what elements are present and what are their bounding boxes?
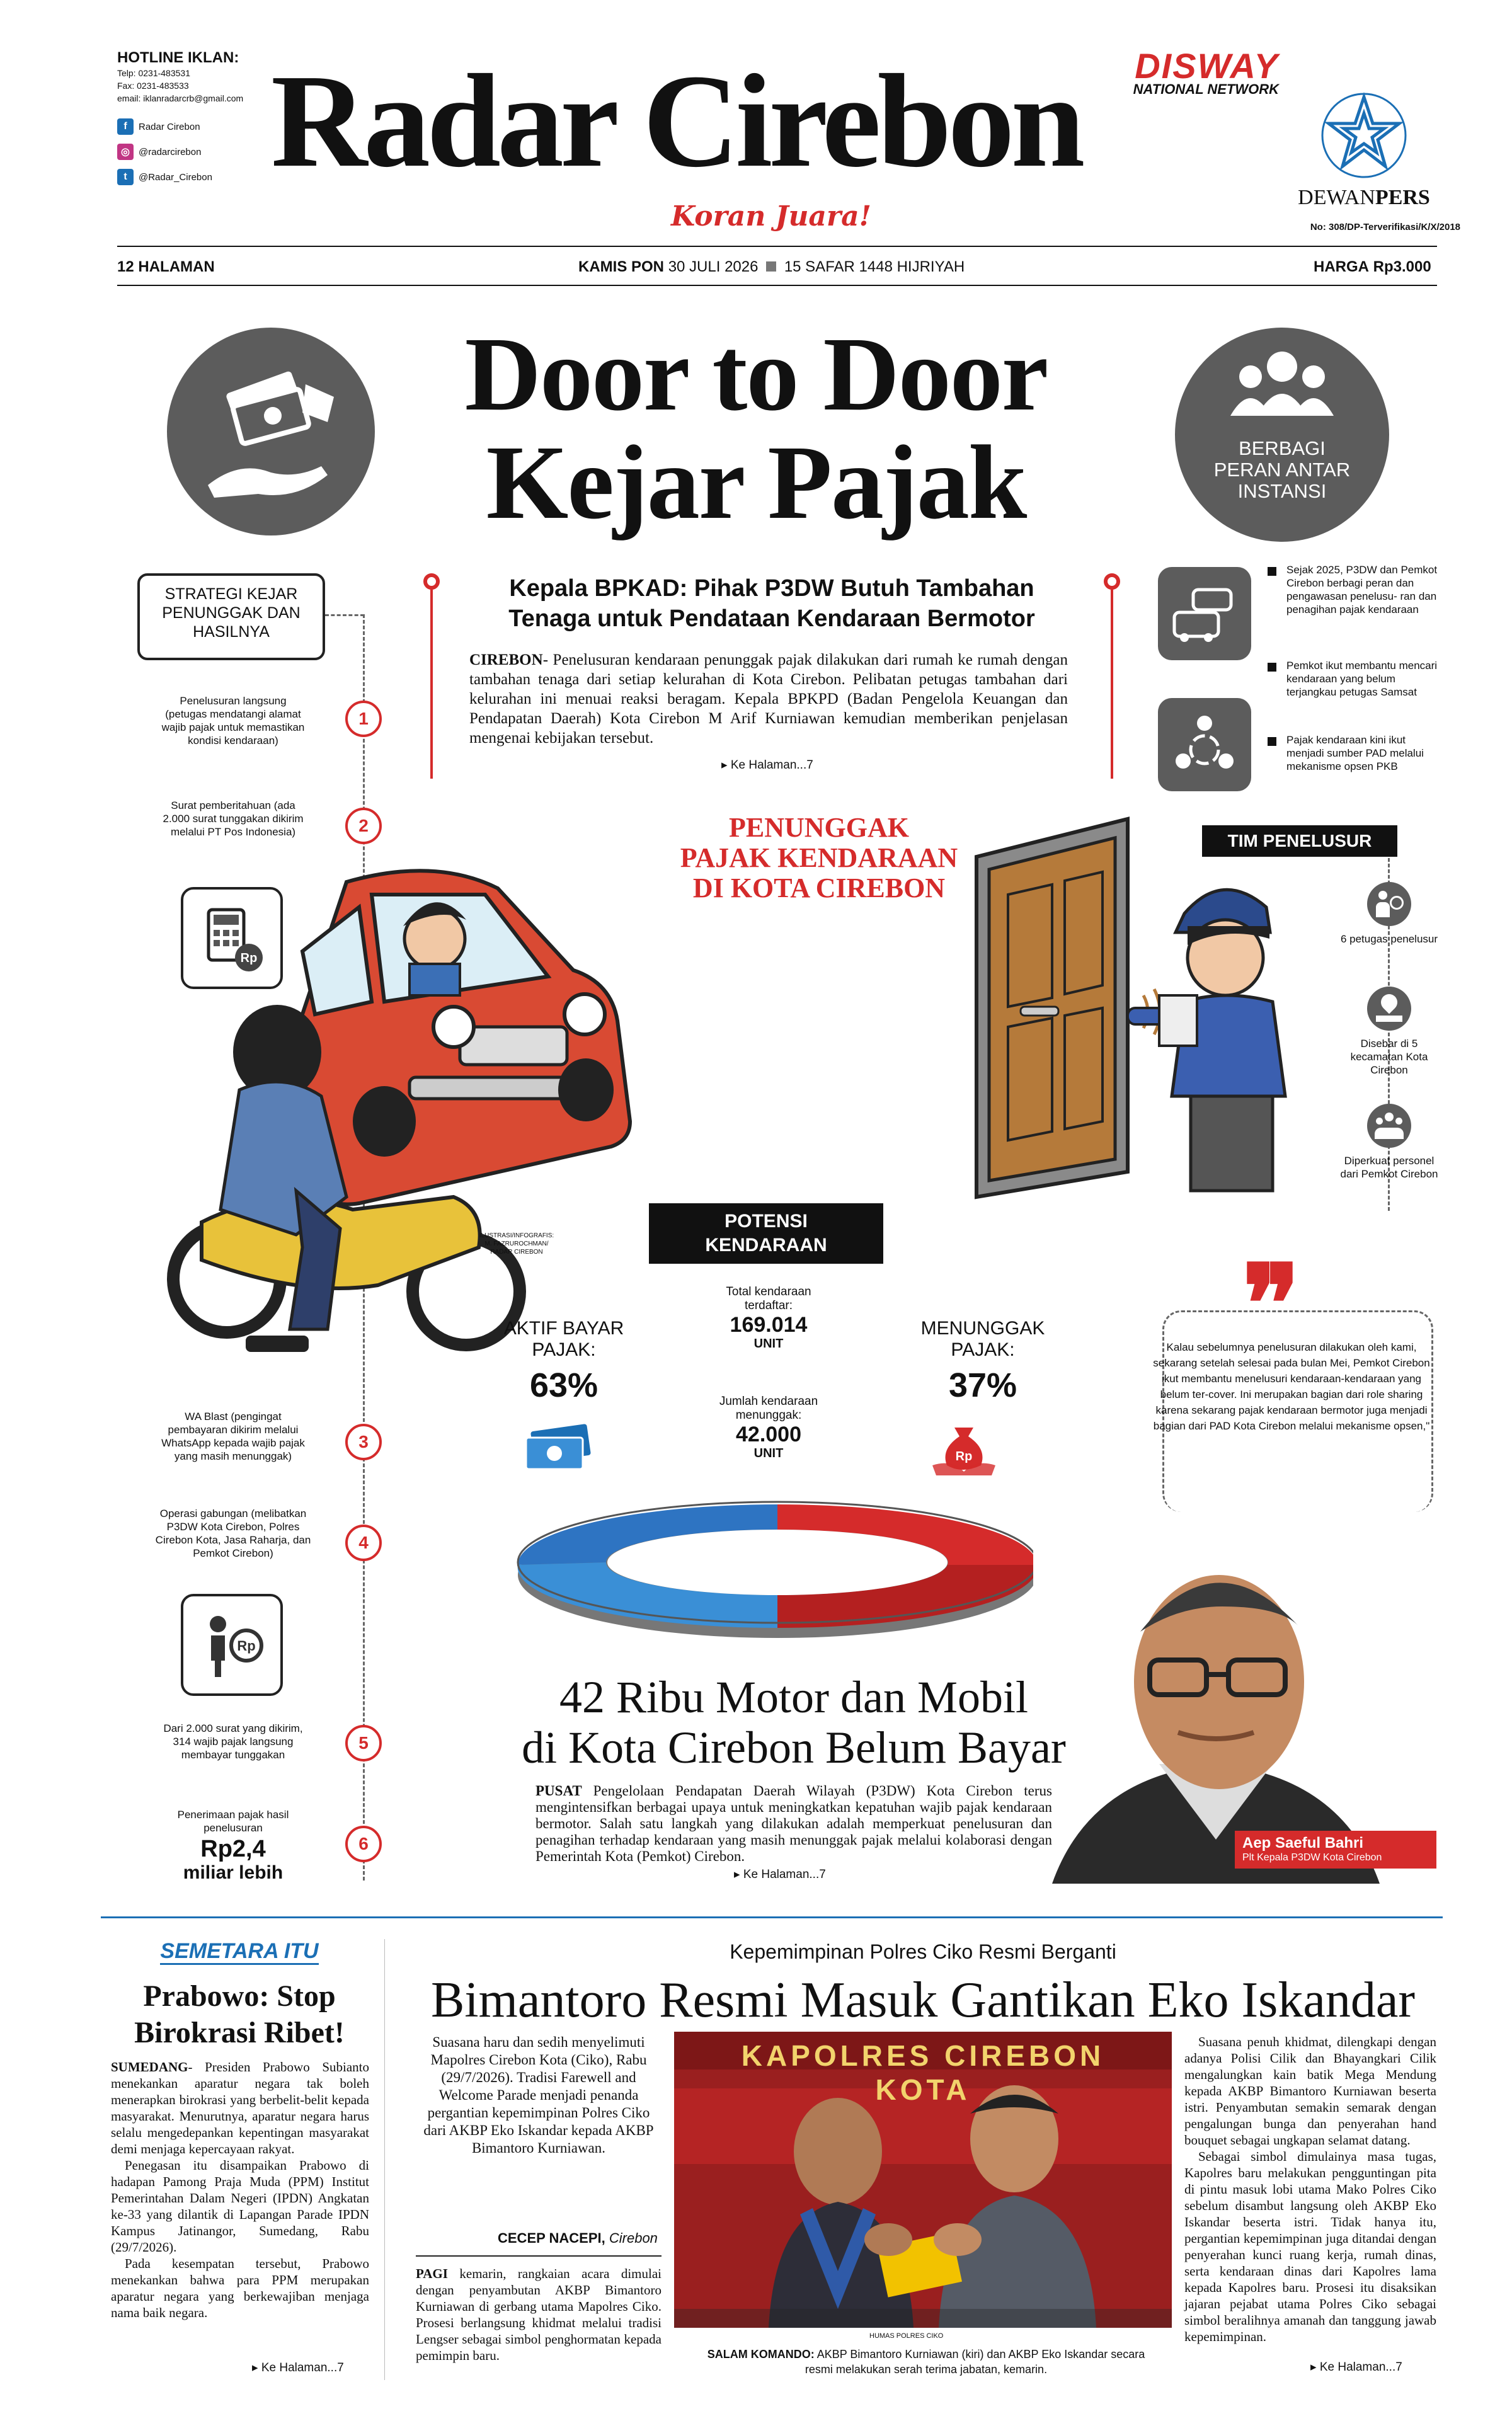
story1-line-right <box>1111 590 1113 779</box>
portrait-name: Aep Saeful Bahri <box>1242 1835 1364 1852</box>
story1-line-left <box>430 590 433 779</box>
social-facebook[interactable] <box>117 118 275 135</box>
strategy-step-1-badge: 1 <box>345 701 382 737</box>
sidebar-tag: SEMETARA ITU <box>160 1939 318 1965</box>
story3-lead <box>416 2034 662 2157</box>
hotline-block <box>117 49 275 185</box>
hotline-title: HOTLINE IKLAN: <box>117 49 239 66</box>
credit-l1: ILUSTRASI/INFOGRAFIS: <box>479 1232 554 1239</box>
vehicle-ratio-disc <box>512 1499 1044 1644</box>
hotline-telp: Telp: 0231-483531 <box>117 68 190 78</box>
social-instagram[interactable] <box>117 144 275 160</box>
red-title-l1: PENUNGGAK <box>729 812 909 843</box>
strategy-step-3-text: WA Blast (pengingat pembayaran dikirim melalui WhatsApp kepada wajib pajak yang masih menunggak) <box>161 1411 305 1462</box>
disway-wordmark: DISWAY <box>1135 46 1279 86</box>
story3-continue-label: Ke Halaman...7 <box>1319 2361 1402 2374</box>
story3-lead-text: Suasana haru dan sedih menyelimuti Mapolres Cirebon Kota (Ciko), Rabu (29/7/2026). Tradisi Farewell and Welcome Parade menjadi penanda pergantian kepemimpinan Polres Ciko dari AKBP Eko Iskandar kepada AKBP Bimantoro Kurniawan. <box>423 2034 654 2156</box>
dewanpers-b: PERS <box>1375 186 1430 209</box>
strategy-result-unit: miliar lebih <box>183 1862 284 1883</box>
story1-subhead-1: Kepala BPKAD: Pihak P3DW Butuh Tambahan <box>509 575 1034 602</box>
social-label: @radarcirebon <box>139 146 202 157</box>
photo-caption <box>699 2347 1153 2377</box>
door-officer-illustration <box>857 813 1310 1203</box>
story1-body <box>469 650 1068 748</box>
team-item-2-text: Disebar di 5 kecamatan Kota Cirebon <box>1350 1038 1428 1076</box>
collaboration-cycle-icon <box>1158 698 1251 791</box>
team-item-2 <box>1336 987 1443 1077</box>
people-group-icon <box>1175 328 1389 435</box>
story3-byline-name: CECEP NACEPI, <box>498 2230 605 2246</box>
story3-kicker: Kepemimpinan Polres Ciko Resmi Berganti <box>730 1940 1116 1963</box>
role-sharing-l2: PERAN ANTAR <box>1213 459 1351 481</box>
aktif-label-l2: PAJAK: <box>532 1339 596 1360</box>
sidebar-tag-wrap <box>107 1939 372 1964</box>
disway-network: NATIONAL NETWORK <box>1133 81 1279 97</box>
quote-marks-icon: ❞ <box>1242 1241 1300 1367</box>
red-title-l2: PAJAK KENDARAAN <box>680 842 958 873</box>
role-sharing-l3: INSTANSI <box>1237 480 1327 502</box>
cycle-icon-box <box>1158 698 1251 791</box>
team-item-3 <box>1336 1104 1443 1181</box>
story3-continue-link[interactable]: ▸ Ke Halaman...7 <box>1310 2361 1402 2374</box>
svg-text:Rp: Rp <box>237 1638 256 1654</box>
main-headline-line2: Kejar Pajak <box>486 424 1026 541</box>
story1-pin-left <box>423 573 440 590</box>
svg-text:Rp: Rp <box>240 951 258 965</box>
price-value: Rp3.000 <box>1373 258 1431 275</box>
twitter-icon: t <box>117 169 134 185</box>
dateline-date <box>578 258 965 276</box>
team-tag: TIM PENELUSUR <box>1202 825 1397 857</box>
potensi-l2: KENDARAAN <box>705 1235 827 1256</box>
portrait-role: Plt Kepala P3DW Kota Cirebon <box>1242 1852 1382 1863</box>
masthead-tagline: Koran Juara! <box>671 200 871 232</box>
aktif-label <box>498 1318 630 1361</box>
strategy-step-6-text: Penerimaan pajak hasil penelusuran <box>177 1809 289 1834</box>
dewanpers-verification: No: 308/DP-Terverifikasi/K/X/2018 <box>1310 222 1460 232</box>
strategy-step-4-text: Operasi gabungan (melibatkan P3DW Kota Cirebon, Polres Cirebon Kota, Jasa Raharja, dan Pemkot Cirebon) <box>155 1508 311 1559</box>
arrears-vehicle-label <box>680 1395 857 1423</box>
social-label: @Radar_Cirebon <box>139 171 212 183</box>
car-motorbike-illustration <box>132 838 649 1354</box>
disway-logo <box>1084 45 1279 98</box>
hotline-fax: Fax: 0231-483533 <box>117 81 189 91</box>
tunggak-label-l1: MENUNGGAK <box>920 1318 1045 1339</box>
story2-text: Pengelolaan Pendapatan Daerah Wilayah (P3DW) Kota Cirebon terus mengintensifkan berbagai upaya untuk meningkatkan kepatuhan wajib pajak kendaraan bermotor. Salah satu langkah yang dilakukan adalah memperkuat penelusuran dan penagihan terhadap kendaraan yang masih menunggak pajak melalui kolaborasi dengan Pemerintah Kota (Pemkot) Cirebon. <box>536 1783 1052 1864</box>
aktif-percent: 63% <box>529 1366 598 1404</box>
total-label-l1: Total kendaraan <box>726 1285 811 1298</box>
story3-dateline: PAGI <box>416 2266 448 2281</box>
story2-dateline: PUSAT <box>536 1783 582 1799</box>
story1-text: - Penelusuran kendaraan penunggak pajak dilakukan dari rumah ke rumah dengan tambahan tenaga dari setiap kelurahan di Kota Cirebon. Pelibatan petugas tambahan dari kelurahan ini menuai reaksi beragam. Kepala BPKPD (Badan Pengelola Keuangan dan Pendapatan Daerah) Kota Cirebon M Arif Kurniawan kemudian memberikan penjelasan mengenai kebijakan tersebut. <box>469 651 1068 747</box>
role-text-1: Sejak 2025, P3DW dan Pemkot Cirebon berbagi peran dan pengawasan penelusu- ran dan penagihan pajak kendaraan <box>1286 564 1438 615</box>
story2-headline <box>441 1672 1147 1773</box>
photo-caption-text: AKBP Bimantoro Kurniawan (kiri) dan AKBP Eko Iskandar secara resmi melakukan serah terima jabatan, kemarin. <box>805 2348 1145 2376</box>
story3-right-p2: Sebagai simbol dimulainya masa tugas, Kapolres baru melakukan pengguntingan pita di pintu masuk lobi utama Mako Polres Ciko sebelum disambut langsung oleh AKBP Eko Iskandar beserta istri. Tidak hanya itu, pergantian kepemimpinan juga ditandai dengan penyerahan kunci ruang kerja, rumah dinas, serta kendaraan dinas dari Kapolres lama kepada Kapolres baru. Prosesi itu disaksikan jajaran pejabat utama Polres Ciko sebagai simbol beralihnya amanah dan tanggung jawab kepemimpinan. <box>1184 2149 1436 2344</box>
role-sharing-l1: BERBAGI <box>1239 437 1326 459</box>
strategy-step-2-badge: 2 <box>345 808 382 844</box>
strategy-title: STRATEGI KEJAR PENUNGGAK DAN HASILNYA <box>162 585 301 641</box>
portrait-name-plate <box>1235 1831 1436 1869</box>
dateline-pages: 12 HALAMAN <box>117 258 215 275</box>
story1-pin-right <box>1104 573 1120 590</box>
story3-body-left <box>416 2265 662 2364</box>
strategy-step-1-text: Penelusuran langsung (petugas mendatangi alamat wajib pajak untuk memastikan kondisi kendaraan) <box>161 695 305 747</box>
money-bag-icon <box>926 1415 1002 1478</box>
photo-caption-bold: SALAM KOMANDO: <box>707 2348 815 2361</box>
aktif-label-l1: AKTIF BAYAR <box>503 1318 624 1339</box>
strategy-step-2-text: Surat pemberitahuan (ada 2.000 surat tunggakan dikirim melalui PT Pos Indonesia) <box>163 799 304 838</box>
map-pin-icon <box>1367 987 1411 1031</box>
sidebar-p1 <box>111 2059 369 2157</box>
officer-icon <box>1367 882 1411 926</box>
photo-banner: KAPOLRES CIREBON KOTA <box>741 2039 1105 2106</box>
story3-byline-city: Cirebon <box>609 2230 658 2246</box>
story1-subhead-2: Tenaga untuk Pendataan Kendaraan Bermotor <box>508 605 1035 632</box>
story1-dateline: CIREBON <box>469 651 543 668</box>
story1-continue-label: Ke Halaman...7 <box>730 759 813 772</box>
price-label: HARGA <box>1314 258 1369 275</box>
sidebar-headline <box>107 1978 372 2051</box>
team-item-1-text: 6 petugas penelusur <box>1340 933 1438 945</box>
team-item-3-text: Diperkuat personel dari Pemkot Cirebon <box>1340 1155 1438 1180</box>
hotline-email: email: iklanradarcrb@gmail.com <box>117 93 244 103</box>
story2-continue-link[interactable]: ▸ Ke Halaman...7 <box>734 1868 826 1881</box>
main-headline <box>378 316 1134 541</box>
sidebar-p1-text: - Presiden Prabowo Subianto menekankan aparatur negara tak boleh menerapkan birokrasi yang berbelit-belit kepada masyarakat. Menurutnya, aparatur negara harus selalu mengedepankan kepentingan masyarakat demi menjaga kepercayaan rakyat. <box>111 2059 369 2156</box>
facebook-icon: f <box>117 118 134 135</box>
sidebar-continue-label: Ke Halaman...7 <box>261 2361 344 2374</box>
arrears-vehicle-value: 42.000 <box>736 1423 801 1446</box>
sidebar-headline-1: Prabowo: Stop <box>143 1979 336 2013</box>
strategy-step-4-badge: 4 <box>345 1525 382 1561</box>
arrears-vehicle-unit: UNIT <box>753 1446 784 1460</box>
sidebar-column-rule <box>384 1939 385 2380</box>
role-bullet-2 <box>1268 663 1276 672</box>
strategy-step-3-badge: 3 <box>345 1424 382 1460</box>
dateline-gregorian: 30 JULI 2026 <box>668 258 759 275</box>
tax-money-circle <box>167 328 375 535</box>
red-title-l3: DI KOTA CIREBON <box>692 873 946 903</box>
role-bullet-3 <box>1268 737 1276 746</box>
story2-continue-label: Ke Halaman...7 <box>743 1868 826 1881</box>
dateline-hijri: 15 SAFAR 1448 HIJRIYAH <box>784 258 965 275</box>
strategy-step-5-text: Dari 2.000 surat yang dikirim, 314 wajib pajak langsung membayar tunggakan <box>163 1722 303 1761</box>
dateline-sep <box>766 261 776 272</box>
total-vehicle-value: 169.014 <box>730 1313 808 1337</box>
traffic-icon-box <box>1158 567 1251 660</box>
dateline-bar <box>117 246 1437 247</box>
tunggak-percent: 37% <box>948 1366 1017 1404</box>
story3-body-right <box>1184 2034 1436 2345</box>
social-twitter[interactable] <box>117 169 275 185</box>
dewanpers-a: DEWAN <box>1298 186 1375 209</box>
tunggak-label <box>907 1318 1058 1361</box>
total-vehicle-label <box>680 1285 857 1313</box>
sidebar-continue-link[interactable]: ▸ Ke Halaman...7 <box>252 2361 344 2374</box>
group-icon <box>1367 1104 1411 1148</box>
dateline-bar-bottom <box>117 285 1437 286</box>
strategy-step-5-badge: 5 <box>345 1725 382 1761</box>
dateline-day: KAMIS PON <box>578 258 665 275</box>
story3-byline <box>498 2230 658 2247</box>
story1-subhead <box>444 573 1099 634</box>
role-text-2: Pemkot ikut membantu mencari kendaraan yang belum terjangkau petugas Samsat <box>1286 660 1438 698</box>
sidebar-dateline: SUMEDANG <box>111 2059 188 2075</box>
traffic-cars-icon <box>1158 567 1251 660</box>
tunggak-label-l2: PAJAK: <box>951 1339 1015 1360</box>
story2-headline-1: 42 Ribu Motor dan Mobil <box>559 1672 1028 1722</box>
story3-p2-text: kemarin, rangkaian acara dimulai dengan penyambutan AKBP Bimantoro Kurniawan di gerbang utama Mapolres Ciko. Prosesi berlangsung khidmat melalui tradisi Lengser sebagai simbol penghormatan kepada pemimpin baru. <box>416 2266 662 2363</box>
potensi-tag <box>649 1203 883 1264</box>
story3-right-p1: Suasana penuh khidmat, dilengkapi dengan adanya Polisi Cilik dan Bhayangkari Cilik mengalungkan kain batik Mega Mendung kepada AKBP Bimantoro Kurniawan beserta istri. Penyambutan semakin semarak dengan pengalungan bunga dan penyerahan hand bouquet sebagai ungkapan selamat datang. <box>1184 2034 1436 2148</box>
dewanpers-logo <box>1276 88 1452 210</box>
team-item-1 <box>1336 882 1443 946</box>
credit-l3: RADAR CIREBON <box>490 1249 543 1256</box>
potensi-l1: POTENSI <box>724 1211 808 1232</box>
total-label-l2: terdaftar: <box>744 1299 793 1312</box>
person-money-icon <box>183 1596 280 1693</box>
dateline-price <box>1314 258 1431 276</box>
illustration-credit <box>479 1232 554 1256</box>
main-headline-line1: Door to Door <box>464 316 1048 433</box>
role-text-3: Pajak kendaraan kini ikut menjadi sumber PAD melalui mekanisme opsen PKB <box>1286 734 1424 772</box>
story2-headline-2: di Kota Cirebon Belum Bayar <box>522 1722 1066 1773</box>
total-vehicle-unit: UNIT <box>753 1337 784 1351</box>
story1-continue-link[interactable]: ▸ Ke Halaman...7 <box>721 759 813 772</box>
section-divider <box>101 1916 1443 1918</box>
strategy-result-value: Rp2,4 <box>200 1836 266 1862</box>
story3-rule <box>416 2255 662 2257</box>
cash-icon <box>520 1421 595 1478</box>
strategy-step-6-badge: 6 <box>345 1826 382 1862</box>
story2-body <box>536 1783 1052 1865</box>
nunggak-label-l1: Jumlah kendaraan <box>719 1395 818 1408</box>
strategy-box <box>137 573 325 660</box>
instagram-icon: ◎ <box>117 144 134 160</box>
role-sharing-label <box>1175 438 1389 502</box>
sidebar-p2: Penegasan itu disampaikan Prabowo di hadapan Pamong Praja Muda (PPM) Institut Pemerintahan Dalam Negeri (IPDN) Angkatan ke-33 yang dilantik di Lapangan Parade IPDN Kampus Jatinangor, Sumedang, Rabu (29/7/2026). <box>111 2158 369 2255</box>
role-bullet-1 <box>1268 567 1276 576</box>
social-label: Radar Cirebon <box>139 121 200 132</box>
sidebar-body <box>111 2059 369 2321</box>
person-money-icon-box <box>181 1594 283 1696</box>
dewanpers-emblem-icon <box>1320 88 1408 183</box>
strategy-dashed-top <box>325 614 364 616</box>
nunggak-label-l2: menunggak: <box>735 1409 802 1422</box>
svg-text:Rp: Rp <box>955 1450 973 1463</box>
sidebar-headline-2: Birokrasi Ribet! <box>134 2016 345 2049</box>
sidebar-p3: Pada kesempatan tersebut, Prabowo menekankan bahwa para PPM merupakan aparatur negara yang berkewajiban menjaga nama baik negara. <box>111 2256 369 2320</box>
role-sharing-circle <box>1175 328 1389 542</box>
money-hand-icon <box>167 328 375 535</box>
photo-credit: HUMAS POLRES CIKO <box>869 2332 944 2340</box>
story3-headline: Bimantoro Resmi Masuk Gantikan Eko Iskandar <box>431 1972 1415 2028</box>
credit-l2: M. FAZRUROCHMAN/ <box>484 1240 549 1247</box>
quote-text: Kalau sebelumnya penelusuran dilakukan oleh kami, sekarang setelah selesai pada bulan Mei, Pemkot Cirebon ikut membantu menelusuri kendaraan-kendaraan yang belum ter-cover. Ini merupakan bagian dari role sharing karena sekarang pajak kendaraan bermotor juga menjadi bagian dari PAD Kota Cirebon melalui mekanisme opsen," <box>1153 1341 1430 1432</box>
masthead-title: Radar Cirebon <box>271 47 1082 195</box>
